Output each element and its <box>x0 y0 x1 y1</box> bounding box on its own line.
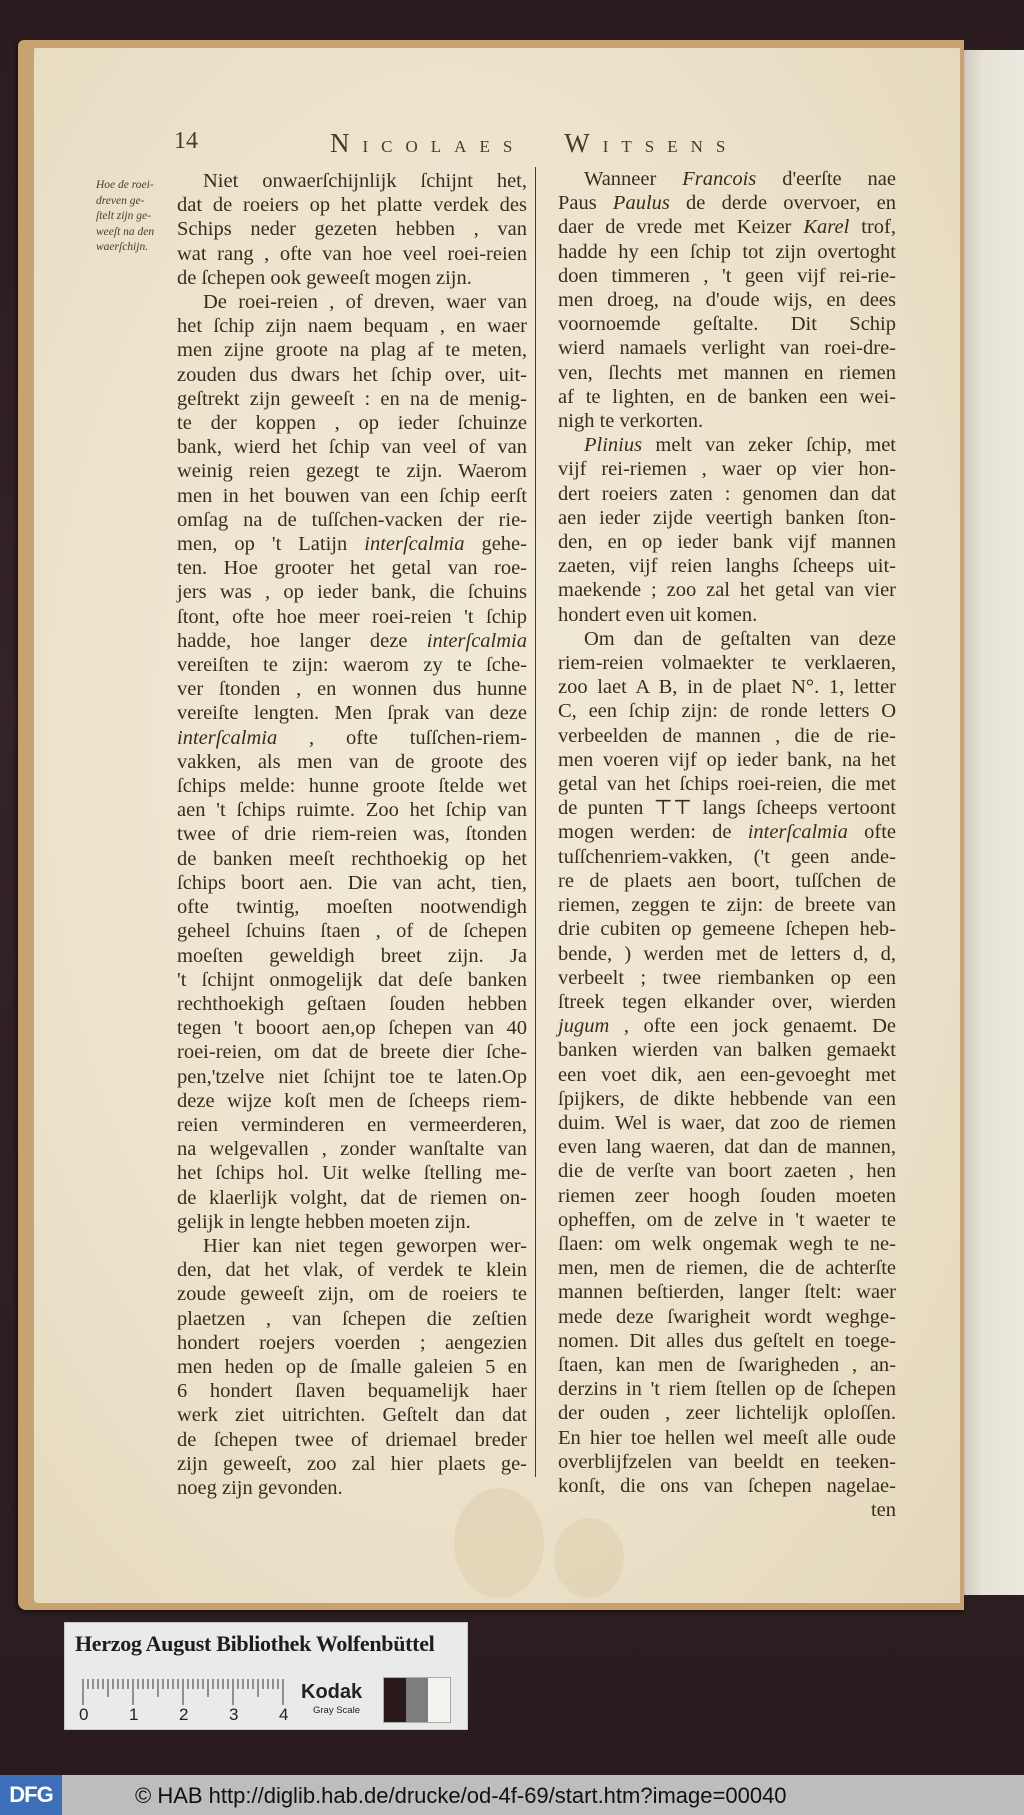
text-line: deze wijze koſt men de ſcheeps riem- <box>177 1089 527 1112</box>
text-line: werk ziet uitrichten. Geſtelt dan dat <box>177 1404 527 1427</box>
calibration-card <box>64 1622 468 1730</box>
text-line: Schips neder gezeten hebben , van <box>177 218 527 241</box>
gray-scale-patches <box>383 1677 451 1723</box>
italic-term: Plinius <box>584 434 643 457</box>
text-line: te der koppen , op ieder ſchuinze <box>177 412 527 435</box>
text-line: banken wierden van balken gemaekt <box>558 1039 896 1062</box>
text-line: ſlaen: om welk ongemak wegh te ne- <box>558 1232 896 1255</box>
text-line: maekende ; zoo zal het getal van vier <box>558 579 896 602</box>
text-line: men zijne groote na plag af te meten, <box>177 339 527 362</box>
text-line: Hier kan niet tegen geworpen wer- <box>203 1234 527 1257</box>
text-line: geheel ſchuins ſtaen , of de ſchepen <box>177 920 527 943</box>
text-line: pen,'tzelve niet ſchijnt toe te laten.Op <box>177 1065 527 1088</box>
text-line: ſchips melde: hunne groote ſtelde wet <box>177 775 527 798</box>
text-line: men in het bouwen van een ſchip eerſt <box>177 484 527 507</box>
ruler-label: 3 <box>229 1705 239 1724</box>
text-line: tuſſchenriem-vakken, ('t geen ande- <box>558 845 896 868</box>
text-line: ſchips boort aen. Die van acht, tien, <box>177 871 527 894</box>
text-line: een voet dik, aen een-gevoeght met <box>558 1063 896 1086</box>
text-line: dat de roeiers op het platte verdek des <box>177 194 527 217</box>
text-line: vakken, als men van de groote des <box>177 750 527 773</box>
library-name: Herzog August Bibliothek Wolfenbüttel <box>75 1631 435 1656</box>
text-line: ſtont, ofte hoe meer roei-reien 't ſchip <box>177 605 527 628</box>
text-line: de banken meeſt rechthoekig op het <box>177 847 527 870</box>
text-line: doen timmeren , 't geen vijf rei-rie- <box>558 264 896 287</box>
text-line: wat rang , ofte van hoe veel roei-reien <box>177 242 527 265</box>
text-line: men heden op de ſmalle galeien 5 en <box>177 1355 527 1378</box>
text-line: riemen, zeggen te zijn: de breete van <box>558 894 896 917</box>
text-line: Om dan de geſtalten van deze <box>584 627 896 650</box>
text-line: die de verſte van boort zaeten , hen <box>558 1160 896 1183</box>
text-line: ten <box>870 1499 896 1522</box>
text-line: men, op 't Latijn interſcalmia gehe- <box>177 533 527 556</box>
kodak-logo: Kodak <box>301 1681 363 1703</box>
text-line: verbeelt ; twee riembanken op een <box>558 966 896 989</box>
italic-term: interſcalmia <box>426 629 527 652</box>
text-line: Wanneer Francois d'eerſte nae <box>584 168 896 190</box>
copyright-link[interactable]: © HAB http://diglib.hab.de/drucke/od-4f-69/start.htm?image=00040 <box>135 1783 787 1808</box>
ruler-label: 0 <box>79 1705 89 1724</box>
right-text-column <box>558 167 896 1522</box>
text-line: daer de vrede met Keizer Karel trof, <box>558 216 896 239</box>
text-line: mannen beſtierden, langer ſtelt: waer <box>558 1281 896 1304</box>
text-line: ſtreek tegen elkander over, wierden <box>558 990 896 1013</box>
paper-stain <box>454 1488 544 1598</box>
text-line: jers was , op ieder bank, die ſchuins <box>177 581 527 604</box>
text-line: zaeten, vijf reien langhs ſcheeps uit- <box>558 555 896 578</box>
text-line: der ouden , zeer lichtelijk oploſſen. <box>558 1402 896 1425</box>
ruler-label: 4 <box>279 1705 289 1724</box>
text-line: men droeg, na d'oude wijs, en dees <box>558 289 896 312</box>
text-line: drie cubiten op gemeene ſchepen heb- <box>558 918 896 941</box>
text-line: hondert even uit komen. <box>558 603 758 626</box>
column-divider <box>535 167 536 1477</box>
text-line: getal van het ſchips roei-reien, die met <box>558 773 896 796</box>
text-line: nigh te verkorten. <box>558 410 704 433</box>
ruler-label: 2 <box>179 1705 189 1724</box>
text-line: de ſchepen twee of driemael breder <box>177 1428 527 1451</box>
margin-note-line: waerſchijn. <box>96 241 149 253</box>
text-line: duim. Wel is waer, dat zoo de riemen <box>558 1111 896 1134</box>
ruler-label: 1 <box>129 1705 139 1724</box>
text-line: den, dat het vlak, of verdek te klein <box>177 1259 527 1282</box>
text-line: geſtrekt zijn geweeſt : en na de menig- <box>177 387 527 410</box>
text-line: zouden dus dwars het ſchip over, uit- <box>177 363 527 386</box>
text-line: ofte twintig, moeſten nootwendigh <box>177 896 527 919</box>
text-line: hadde hy een ſchip tot zijn overtoght <box>558 240 896 263</box>
text-line: jugum , ofte een jock genaemt. De <box>558 1015 896 1038</box>
text-line: vereiſte lengten. Men ſprak van deze <box>177 702 527 725</box>
text-line: Paus Paulus de derde overvoer, en <box>558 192 896 215</box>
text-line: opheffen, om de zelve in 't waeter te <box>558 1208 896 1231</box>
margin-note-line: weeſt na den <box>96 225 155 238</box>
text-line: re de plaets aen boort, tuſſchen de <box>558 869 896 892</box>
text-line: aen ieder zijde veertigh banken ſton- <box>558 506 896 529</box>
text-line: weinig reien gezegt te zijn. Waerom <box>177 460 527 483</box>
text-line: zoude geweeſt zijn, om de roeiers te <box>177 1283 527 1306</box>
text-line: de punten ⊤⊤ langs ſcheeps vertoont <box>558 797 896 820</box>
text-line: plaetzen , van ſchepen die zeſtien <box>177 1307 527 1330</box>
left-text-column <box>177 169 527 1500</box>
text-line: dert roeiers zaten : genomen dan dat <box>558 482 896 505</box>
text-line: interſcalmia , ofte tuſſchen-riem- <box>177 726 527 749</box>
text-line: ſpijkers, de dikte hebbende van een <box>558 1087 896 1110</box>
text-line: gelijk in lengte hebben moeten zijn. <box>177 1210 471 1233</box>
text-line: hondert roejers voerden ; aengezien <box>177 1331 527 1354</box>
text-line: vijf rei-riemen , waer op vier hon- <box>558 458 896 481</box>
italic-term: Francois <box>682 168 757 190</box>
text-line: even lang waeren, dat dan de mannen, <box>558 1136 896 1159</box>
text-line: wierd namaels verlight van roei-dre- <box>558 337 896 360</box>
ruler-labels <box>75 1705 295 1725</box>
text-line: voornoemde geſtalte. Dit Schip <box>558 313 896 336</box>
text-line: af te lighten, en de banken een wei- <box>558 385 896 408</box>
text-line: reien verminderen en vermeerderen, <box>177 1113 527 1136</box>
marginal-note <box>96 178 176 256</box>
text-line: aen 't ſchips ruimte. Zoo het ſchip van <box>177 799 527 822</box>
text-line: overblijfzelen van beeldt en teeken- <box>558 1450 896 1473</box>
paper-stain <box>554 1518 624 1598</box>
text-line: riem-reien volmaekter te verklaeren, <box>558 652 896 675</box>
italic-term: Karel <box>803 216 850 239</box>
text-line: roei-reien, om dat de breete dier ſche- <box>177 1041 527 1064</box>
text-line: Plinius melt van zeker ſchip, met <box>584 434 896 457</box>
text-line: tegen 't booort aen,op ſchepen van 40 <box>177 1017 527 1040</box>
text-line: men voeren vijf op ieder bank, na het <box>558 748 896 771</box>
italic-term: interſcalmia <box>747 821 848 844</box>
text-line: na welgevallen , zonder wanſtalte van <box>177 1138 527 1161</box>
text-line: hadde, hoe langer deze interſcalmia <box>177 629 527 652</box>
text-line: 6 hondert ſlaven bequamelijk haer <box>177 1380 527 1403</box>
gray-patch <box>406 1678 428 1722</box>
text-line: De roei-reien , of dreven, waer van <box>203 291 527 314</box>
text-line: derzins in 't riem ſtellen op de ſchepen <box>558 1378 896 1401</box>
text-line: En hier toe hellen wel meeſt alle oude <box>558 1426 896 1449</box>
text-line: het ſchip zijn naem bequam , en waer <box>177 315 527 338</box>
text-line: vereiſten te zijn: waerom zy te ſche- <box>177 654 527 677</box>
dfg-logo-icon: DFG <box>0 1775 62 1815</box>
italic-term: interſcalmia <box>364 533 465 556</box>
text-line: noeg zijn gevonden. <box>177 1476 343 1499</box>
text-line: ſtaen, kan men de ſwarigheden , an- <box>558 1353 896 1376</box>
text-line: den, en op ieder bank vijf mannen <box>558 531 896 554</box>
facing-page-edge <box>962 50 1024 1595</box>
margin-note-line: Hoe de roei- <box>96 179 154 191</box>
text-line: konſt, die ons van ſchepen nagelae- <box>558 1474 896 1497</box>
page-number: 14 <box>174 128 198 154</box>
text-line: riemen zeer hoogh ſouden moeten <box>558 1184 896 1207</box>
gray-patch <box>428 1678 450 1722</box>
text-line: ten. Hoe grooter het getal van roe- <box>177 557 527 580</box>
text-line: moeſten geweldigh breet zijn. Ja <box>177 944 527 967</box>
text-line: men, men de riemen, die de achterſte <box>558 1257 896 1280</box>
text-line: 't ſchijnt onmogelijk dat deſe banken <box>177 968 527 991</box>
text-line: nomen. Dit alles dus geſtelt en toege- <box>558 1329 896 1352</box>
italic-term: Paulus <box>612 192 670 215</box>
text-line: bende, ) werden met de letters d, d, <box>558 942 896 965</box>
text-line: het ſchips hol. Uit welke ſtelling me- <box>177 1162 527 1185</box>
text-line: Niet onwaerſchijnlijk ſchijnt het, <box>203 170 527 192</box>
text-line: ver ſtonden , en wonnen dus hunne <box>177 678 527 701</box>
margin-note-line: ſtelt zijn ge- <box>96 210 151 222</box>
gray-patch <box>384 1678 406 1722</box>
text-line: mede deze ſwarigheit wordt weghge- <box>558 1305 896 1328</box>
text-line: ven, ſlechts met mannen en riemen <box>558 361 896 384</box>
margin-note-line: dreven ge- <box>96 194 145 207</box>
text-line: twee of drie riem-reien was, ſtonden <box>177 823 527 846</box>
italic-term: interſcalmia <box>177 726 278 749</box>
text-line: rechthoekigh geſtaen ſouden hebben <box>177 992 527 1015</box>
text-line: mogen werden: de interſcalmia ofte <box>558 821 896 844</box>
text-line: C, een ſchip zijn: de ronde letters O <box>558 700 896 723</box>
text-line: de klaerlijk volght, dat de riemen on- <box>177 1186 527 1209</box>
italic-term: jugum <box>558 1015 610 1038</box>
text-line: verbeelden de mannen , die de rie- <box>558 724 896 747</box>
text-line: de ſchepen ook geweeſt mogen zijn. <box>177 266 472 289</box>
text-line: zoo laet A B, in de plaet N°. 1, letter <box>558 676 896 699</box>
text-line: zijn geweeſt, zoo zal hier plaets ge- <box>177 1452 527 1475</box>
text-line: bank, wierd het ſchip van veel of van <box>177 436 527 459</box>
ruler-scale-icon <box>81 1675 286 1705</box>
footer-bar <box>0 1775 1024 1815</box>
kodak-subtitle: Gray Scale <box>313 1705 360 1716</box>
running-title: NICOLAES WITSENS <box>330 128 739 158</box>
text-line: omſag na de tuſſchen-vacken der rie- <box>177 508 527 531</box>
